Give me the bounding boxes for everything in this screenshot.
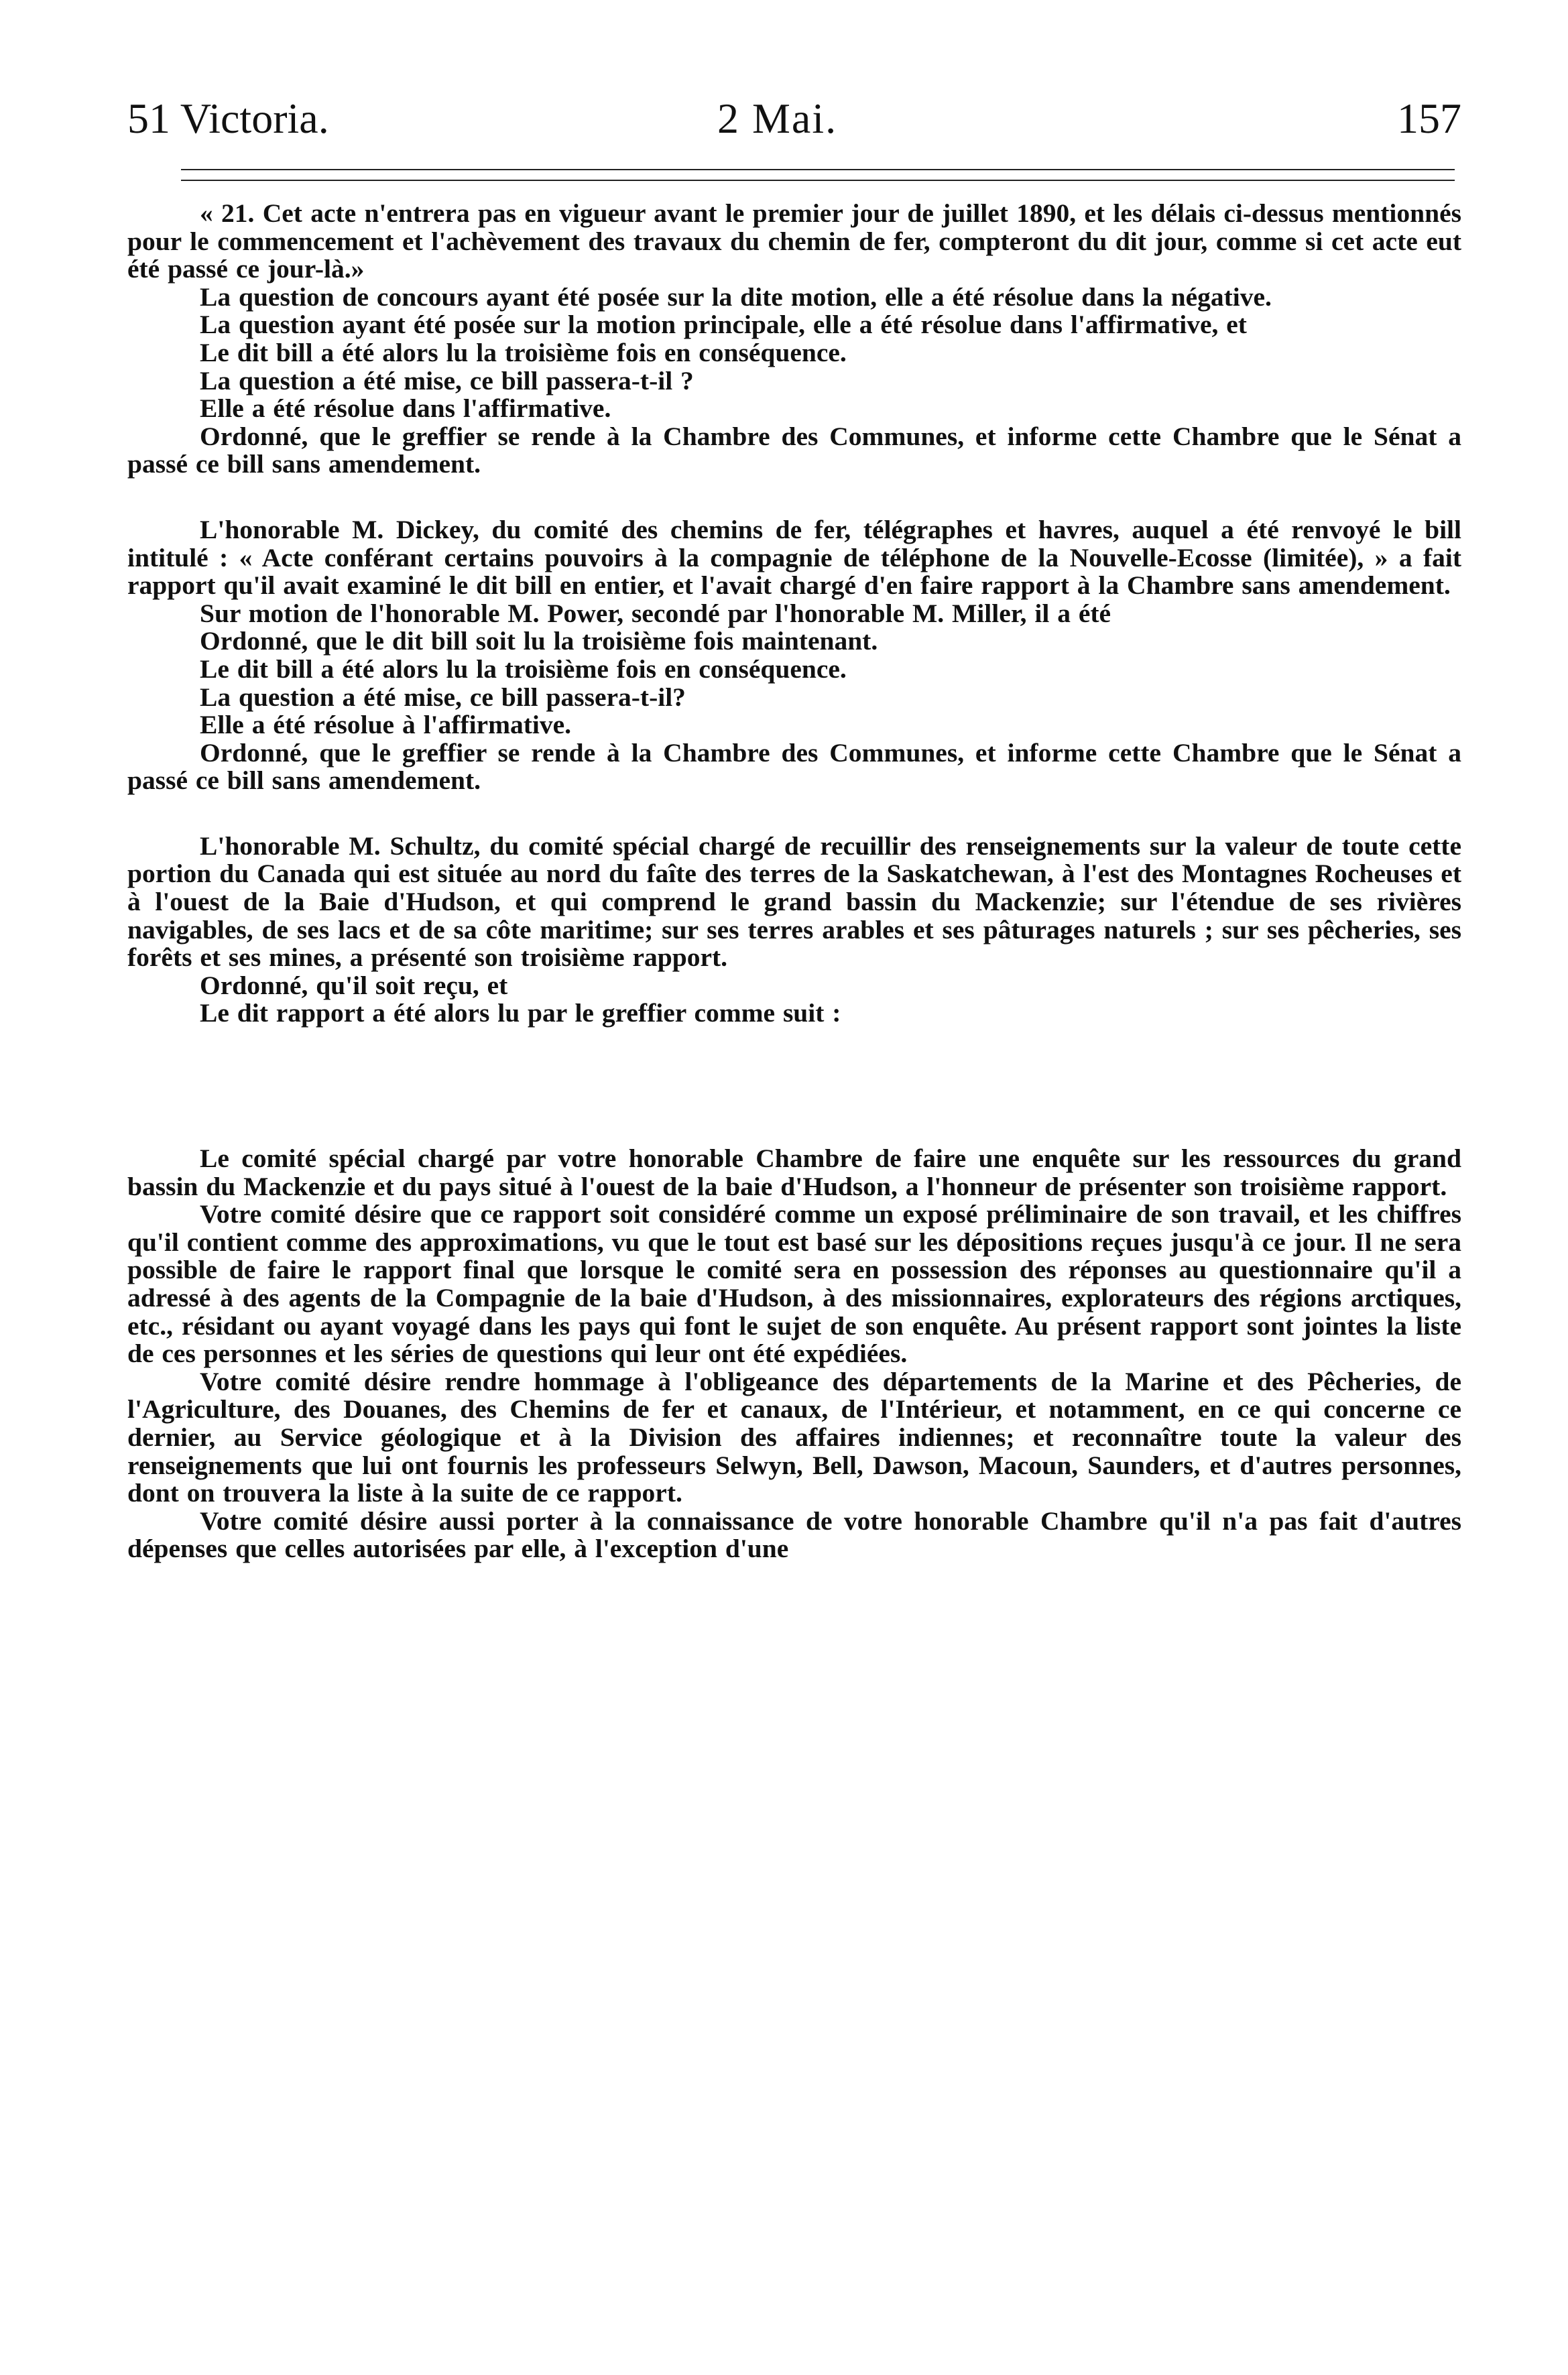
paragraph: Le dit rapport a été alors lu par le greffier comme suit : xyxy=(200,998,841,1028)
date-label: 2 Mai. xyxy=(717,95,838,142)
paragraph: Sur motion de l'honorable M. Power, secondé par l'honorable M. Miller, il a été xyxy=(200,598,1111,628)
paragraph: Ordonné, que le greffier se rende à la Chambre des Communes, et informe cette Chambre que le Sénat a passé ce bill sans amendement. xyxy=(127,737,1461,796)
session-label: 51 Victoria. xyxy=(127,95,329,142)
report-paragraph: Votre comité désire aussi porter à la connaissance de votre honorable Chambre qu'il n'a pas fait d'autres dépenses que celles autorisées par elle, à l'exception d'une xyxy=(127,1506,1461,1564)
paragraph: Elle a été résolue à l'affirmative. xyxy=(200,710,572,740)
section-gap xyxy=(127,479,1461,516)
report-paragraph: Votre comité désire rendre hommage à l'obligeance des départements de la Marine et des Pêcheries, de l'Agriculture, des Douanes, des Chemins de fer et canaux, de l'Intérieur, et notamment, en ce qui concerne ce dernier, au Service géologique et à la Division des affaires indiennes; et reconnaître toute la valeur des renseignements que lui ont fournis les professeurs Selwyn, Bell, Dawson, Macoun, Saunders, et d'autres personnes, dont on trouvera la liste à la suite de ce rapport. xyxy=(127,1366,1461,1508)
paragraph: La question a été mise, ce bill passera-t-il ? xyxy=(200,365,694,395)
paragraph: Ordonné, qu'il soit reçu, et xyxy=(200,970,508,1000)
paragraph: La question ayant été posée sur la motion principale, elle a été résolue dans l'affirmative, et xyxy=(200,310,1247,340)
page xyxy=(127,80,1461,1563)
paragraph: Ordonné, que le greffier se rende à la Chambre des Communes, et informe cette Chambre que le Sénat a passé ce bill sans amendement. xyxy=(127,421,1461,479)
paragraph: L'honorable M. Schultz, du comité spécial chargé de recuillir des renseignements sur la valeur de toute cette portion du Canada qui est située au nord du faîte des terres de la Saskatchewan, à l'est des Montagnes Rocheuses et à l'ouest de la Baie d'Hudson, et qui comprend le grand bassin du Mackenzie; sur l'étendue de ses rivières navigables, de ses lacs et de sa côte maritime; sur ses terres arables et ses pâturages naturels ; sur ses pêcheries, ses forêts et ses mines, a présenté son troisième rapport. xyxy=(127,831,1461,973)
section-gap xyxy=(127,1028,1461,1145)
report-paragraph: Le comité spécial chargé par votre honorable Chambre de faire une enquête sur les ressources du grand bassin du Mackenzie et du pays situé à l'ouest de la baie d'Hudson, a l'honneur de présenter son troisième rapport. xyxy=(127,1144,1461,1201)
paragraph: Le dit bill a été alors lu la troisième fois en conséquence. xyxy=(200,654,847,684)
report-paragraph: Votre comité désire que ce rapport soit considéré comme un exposé préliminaire de son travail, et les chiffres qu'il contient comme des approximations, vu que le tout est basé sur les dépositions reçues jusqu'à ce jour. Il ne sera possible de faire le rapport final que lorsque le comité sera en possession des réponses au questionnaire qu'il a adressé à des agents de la Compagnie de la baie d'Hudson, à des missionnaires, explorateurs des régions arctiques, etc., résidant ou ayant voyagé dans les pays qui font le sujet de son enquête. Au présent rapport sont jointes la liste de ces personnes et les séries de questions qui leur ont été expédiées. xyxy=(127,1199,1461,1369)
paragraph: L'honorable M. Dickey, du comité des chemins de fer, télégraphes et havres, auquel a été renvoyé le bill intitulé : « Acte conférant certains pouvoirs à la compagnie de téléphone de la Nouvelle-Ecosse (limitée), » a fait rapport qu'il avait examiné le dit bill en entier, et l'avait chargé d'en faire rapport à la Chambre sans amendement. xyxy=(127,514,1461,601)
paragraph: Ordonné, que le dit bill soit lu la troisième fois maintenant. xyxy=(200,626,878,656)
running-header xyxy=(127,80,1461,154)
paragraph: La question de concours ayant été posée sur la dite motion, elle a été résolue dans la négative. xyxy=(200,282,1272,312)
paragraph: Le dit bill a été alors lu la troisième fois en conséquence. xyxy=(200,337,847,367)
header-rule xyxy=(181,169,1455,181)
paragraph: La question a été mise, ce bill passera-t-il? xyxy=(200,682,686,712)
section-gap xyxy=(127,795,1461,833)
page-body xyxy=(127,200,1461,1563)
page-number: 157 xyxy=(1397,95,1461,142)
paragraph: Elle a été résolue dans l'affirmative. xyxy=(200,393,611,424)
paragraph: « 21. Cet acte n'entrera pas en vigueur avant le premier jour de juillet 1890, et les délais ci-dessus mentionnés pour le commencement et l'achèvement des travaux du chemin de fer, compteront du dit jour, comme si cet acte eut été passé ce jour-là.» xyxy=(127,198,1461,284)
